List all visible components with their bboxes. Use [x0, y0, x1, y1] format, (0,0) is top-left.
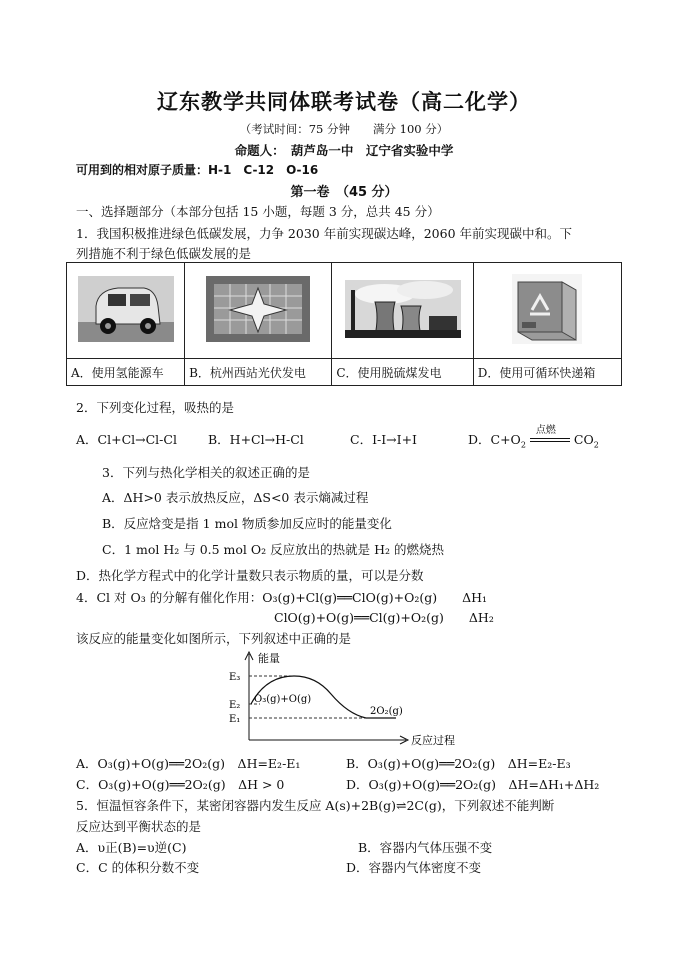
q2-option-c: C．I-I→I+I: [350, 432, 417, 447]
car-image: [78, 276, 174, 342]
q1-image-b: [185, 263, 332, 359]
q4-equation-2: ClO(g)+O(g)══Cl(g)+O₂(g) ΔH₂: [274, 610, 494, 625]
energy-diagram: [226, 648, 466, 748]
q1-image-c: [332, 263, 473, 359]
x-axis-label: 反应过程: [411, 734, 455, 747]
q4-option-d: D．O₃(g)+O(g)══2O₂(g) ΔH=ΔH₁+ΔH₂: [346, 777, 600, 792]
q3-option-d: D．热化学方程式中的化学计量数只表示物质的量，可以是分数: [76, 568, 424, 583]
q2-option-b: B．H+Cl→H-Cl: [208, 432, 304, 447]
q1-options-table: [66, 262, 622, 386]
page-title: 辽东教学共同体联考试卷（高二化学）: [157, 90, 531, 114]
q4-option-a: A．O₃(g)+O(g)══2O₂(g) ΔH=E₂-E₁: [76, 756, 301, 771]
station-image: [206, 276, 310, 342]
q3-stem: 3．下列与热化学相关的叙述正确的是: [102, 465, 310, 480]
q2-stem: 2．下列变化过程，吸热的是: [76, 400, 234, 415]
q1-image-a: [67, 263, 185, 359]
q4-stem: 4．Cl 对 O₃ 的分解有催化作用：O₃(g)+Cl(g)══ClO(g)+O₂(g) ΔH₁: [76, 590, 488, 605]
authors: 命题人： 葫芦岛一中 辽宁省实验中学: [234, 143, 454, 158]
power-plant-image: [345, 280, 461, 338]
q1-stem-line1: 1．我国积极推进绿色低碳发展，力争 2030 年前实现碳达峰，2060 年前实现碳中和。下: [76, 226, 572, 241]
exam-info: （考试时间：75 分钟 满分 100 分）: [239, 122, 449, 136]
q1-image-d: [473, 263, 621, 359]
recycle-box-image: [512, 274, 582, 344]
q3-option-b: B．反应焓变是指 1 mol 物质参加反应时的能量变化: [102, 516, 392, 531]
q2-d-suffix: CO: [573, 432, 594, 447]
e1-label: E₁: [229, 714, 241, 725]
section-title: 第一卷 （45 分）: [290, 185, 398, 200]
q2-option-a: A．Cl+Cl→Cl-Cl: [76, 432, 177, 447]
q1-option-a: A．使用氢能源车: [67, 359, 185, 386]
q5-stem-line2: 反应达到平衡状态的是: [76, 819, 202, 834]
q5-option-b: B．容器内气体压强不变: [358, 840, 493, 855]
q5-stem-line1: 5．恒温恒容条件下，某密闭容器内发生反应 A(s)+2B(g)⇌2C(g)，下列叙述不能判断: [76, 798, 555, 813]
q4-option-c: C．O₃(g)+O(g)══2O₂(g) ΔH > 0: [76, 777, 285, 792]
part-header: 一、选择题部分（本部分包括 15 小题，每题 3 分，总共 45 分）: [76, 204, 440, 219]
q1-option-c: C．使用脱硫煤发电: [332, 359, 473, 386]
q4-option-b: B．O₃(g)+O(g)══2O₂(g) ΔH=E₂-E₃: [346, 756, 571, 771]
atomic-masses: 可用到的相对原子质量：H-1 C-12 O-16: [76, 163, 319, 177]
product-label: 2O₂(g): [370, 706, 403, 717]
q3-option-a: A．ΔH>0 表示放热反应，ΔS<0 表示熵减过程: [102, 490, 369, 505]
q4-stem-line2: 该反应的能量变化如图所示，下列叙述中正确的是: [76, 631, 352, 646]
q2-d-prefix: D．C+O: [468, 432, 521, 447]
q5-option-a: A．υ正(B)=υ逆(C): [76, 840, 187, 855]
y-axis-label: 能量: [258, 652, 280, 665]
q2-d-condition: 点燃: [535, 424, 556, 436]
q2-option-d: D．$C+O_2$ 点燃 $CO_2$: [468, 430, 599, 450]
q3-option-c: C．1 mol H₂ 与 0.5 mol O₂ 反应放出的热就是 H₂ 的燃烧热: [102, 542, 444, 557]
reaction-arrow: [530, 424, 570, 447]
q5-option-c: C．C 的体积分数不变: [76, 860, 200, 875]
q1-stem-line2: 列措施不利于绿色低碳发展的是: [76, 246, 252, 261]
q5-option-d: D．容器内气体密度不变: [346, 860, 482, 875]
reactants-label: O₃(g)+O(g): [254, 694, 312, 705]
q1-option-b: B．杭州西站光伏发电: [185, 359, 332, 386]
q1-option-d: D．使用可循环快递箱: [473, 359, 621, 386]
e3-label: E₃: [229, 672, 241, 683]
e2-label: E₂: [229, 700, 241, 711]
